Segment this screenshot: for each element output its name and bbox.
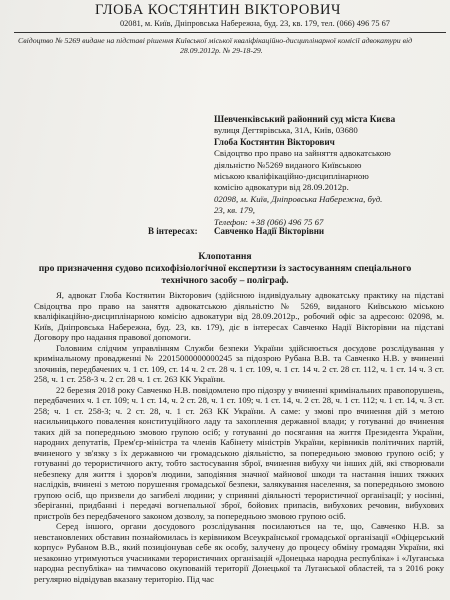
court-address: вулиця Дегтярівська, 31А, Київ, 03680 bbox=[214, 125, 358, 136]
addressee-block bbox=[214, 114, 444, 228]
advocate-name: Глоба Костянтин Вікторович bbox=[214, 136, 335, 147]
letterhead-certificate-line1: Свідоцтво № 5269 видане на підставі рішення Київської міської кваліфікаційно-дисциплінарної комісії адвокатури від bbox=[18, 36, 413, 45]
interest-label: В інтересах: bbox=[148, 226, 198, 236]
court-name: Шевченківський районний суд міста Києва bbox=[214, 114, 396, 124]
advocate-phone: Телефон: +38 (066) 496 75 67 bbox=[214, 216, 324, 227]
letterhead-divider bbox=[14, 32, 446, 33]
advocate-address-line: 02098, м. Київ, Дніпровська Набережна, буд. bbox=[214, 193, 383, 204]
body-paragraph: Головним слідчим управлінням Служби безпеки України здійснюється досудове розслідування у кримінальному провадженні № 22015000000000245 за підозрою Рубана В.В. та Савченко Н.В. у вчиненні злочинів, передбачених ч. 1 ст. 109, ст. 14 ч. 2 ст. 28 ч. 1 ст. 109, ч. 1 ст. 14 ч. 2 ст. 28 ст. 112, ч. 1 ст. 14 ч. 3 ст. 258, ч. 1 ст. 258-3 ч. 2 ст. 28 ч. 1 ст. 263 КК України. bbox=[34, 342, 444, 384]
advocate-address-line: 23, кв. 179, bbox=[214, 205, 255, 216]
advocate-cert-line: міською кваліфікаційно-дисциплінарною bbox=[214, 171, 369, 182]
document-subtitle-line2: технічного засобу – поліграф. bbox=[161, 275, 289, 286]
letterhead-phone: тел. (066) 496 75 67 bbox=[321, 19, 390, 28]
document-title: Клопотання bbox=[198, 251, 252, 262]
advocate-cert-line: Свідоцтво про право на зайняття адвокатською bbox=[214, 148, 391, 159]
body-paragraph: Серед іншого, органи досудового розслідування посилаються на те, що, Савченко Н.В. за невстановлених обставин познайомилась із керівником Всеукраїнської громадської організації «Офіцерський корпус» Рубаном В.В., який позиціонував себе як особу, залучену до процесу обміну громадян України, які незаконно утримуються учасниками терористичних організацій «Донецька народна республіка» і «Луганська народна республіка» на тимчасово окупованій території Донецької та Луганської областей, та з 2016 року регулярно відвідував вказану територію. Під час bbox=[34, 521, 444, 584]
letterhead-street: 02081, м. Київ, Дніпровська Набережна, буд. 23, кв. 179 bbox=[120, 19, 317, 28]
letterhead-certificate-line2: 28.09.2012р. № 29-18-29. bbox=[180, 46, 263, 55]
advocate-cert-line: комісію адвокатури від 28.09.2012р. bbox=[214, 182, 349, 193]
document-body bbox=[34, 290, 444, 584]
letterhead-name: ГЛОБА КОСТЯНТИН ВІКТОРОВИЧ bbox=[95, 2, 341, 18]
client-name: Савченко Надії Вікторівни bbox=[214, 226, 325, 236]
body-paragraph: 22 березня 2018 року Савченко Н.В. повідомлено про підозру у вчиненні кримінальних правопорушень, передбачених ч. 1 ст. 109; ч. 1 ст. 14, ч. 2 ст. 28, ч. 1 ст. 109; ч. 1 ст. 14, ч. 2 ст. 28, ч. 1 ст. 112; ч. 1 ст. 14, ч. 3 ст. 258; ч. 1 ст. 258-3; ч. 2 ст. 28, ч. 1 ст. 263 КК України. А саме: у змові про вчинення дій з метою насильницького повалення конституційного ладу та захоплення державної влади; у готуванні до вчинення таких дій за попередньою змовою групою осіб; у готуванні до посягання на життя Президента України, народних депутатів, Прем'єр-міністра та членів Кабінету міністрів України, керівників політичних партій, вчиненого у зв'язку з їх державною чи громадською діяльністю, за попередньою змовою групою осіб; у готуванні до терористичного акту, тобто застосування зброї, вчинення вибуху чи інших дій, які створювали небезпеку для життя і здоров'я людини, заподіяння значної майнової шкоди та настання інших тяжких наслідків, вчинені з метою порушення громадської безпеки, залякування населення, за попередньою змовою групою осіб, що призвели до загибелі людини; у сприянні діяльності терористичної організації; у носінні, зберіганні, придбанні і передачі вогнепальної зброї, бойових припасів, вибухових речовин, вибухових пристроїв без передбаченого законом дозволу, за попередньою змовою групою осіб. bbox=[34, 384, 444, 521]
document-subtitle-line1: про призначення судово психофізіологічної експертизи із застосуванням спеціального bbox=[38, 263, 412, 274]
advocate-cert-line: діяльністю №5269 виданого Київською bbox=[214, 159, 362, 170]
letterhead-address: 02081, м. Київ, Дніпровська Набережна, буд. 23, кв. 179, тел. (066) 496 75 67 bbox=[120, 19, 390, 28]
body-paragraph: Я, адвокат Глоба Костянтин Вікторович (здійснюю індивідуальну адвокатську практику на підставі Свідоцтва про право на заняття адвокатською діяльністю № 5269, виданого Київською міською кваліфікаційно-дисциплінарною комісію адвокатури від 28.09.2012р., робочий офіс за адресою: 02098, м. Київ, Дніпровська Набережна, буд. 23, кв. 179), діє в інтересах Савченко Надії Вікторівни на підставі Договору про надання правової допомоги. bbox=[34, 290, 444, 342]
